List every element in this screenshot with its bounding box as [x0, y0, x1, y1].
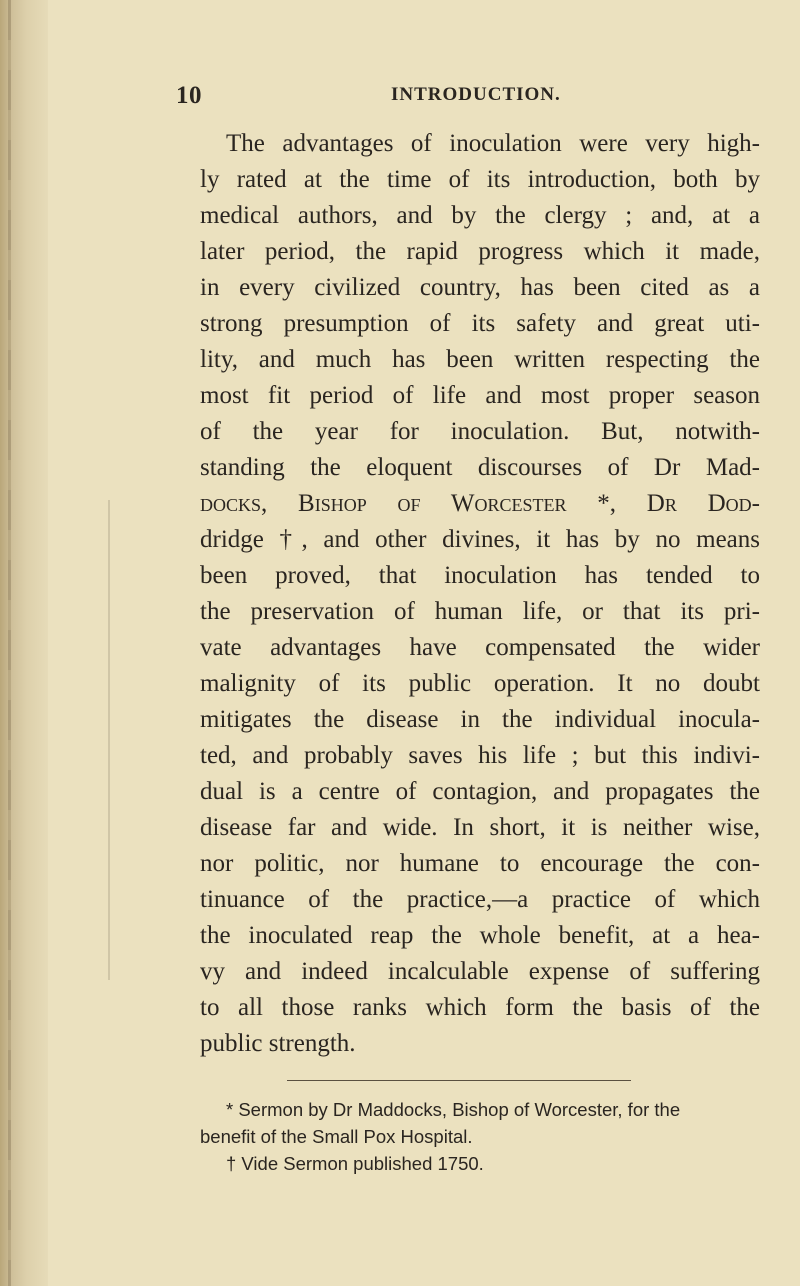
- text-line: dual is a centre of contagion, and propagates the: [200, 778, 760, 805]
- text-line: of the year for inoculation. But, notwith-: [200, 418, 760, 445]
- text-line: The advantages of inoculation were very high-: [226, 130, 760, 157]
- text-line: dridge †, and other divines, it has by no means: [200, 526, 760, 553]
- text-line: been proved, that inoculation has tended to: [200, 562, 760, 589]
- footnotes: [200, 1096, 760, 1177]
- text-line: docks, Bishop of Worcester *, Dr Dod-: [200, 490, 760, 517]
- text-line: later period, the rapid progress which it made,: [200, 238, 760, 265]
- text-line: disease far and wide. In short, it is neither wise,: [200, 814, 760, 841]
- footnote-line: benefit of the Small Pox Hospital.: [200, 1126, 473, 1147]
- text-line: lity, and much has been written respecting the: [200, 346, 760, 373]
- body-paragraph: [200, 126, 760, 1062]
- text-line: most fit period of life and most proper season: [200, 382, 760, 409]
- text-line: to all those ranks which form the basis of the: [200, 994, 760, 1021]
- text-line: tinuance of the practice,—a practice of which: [200, 886, 760, 913]
- text-line: malignity of its public operation. It no doubt: [200, 670, 760, 697]
- text-line: standing the eloquent discourses of Dr Mad-: [200, 454, 760, 481]
- text-line: public strength.: [200, 1030, 356, 1057]
- footnote-line: * Sermon by Dr Maddocks, Bishop of Worcester, for the: [226, 1099, 681, 1120]
- text-line: the preservation of human life, or that its pri-: [200, 598, 760, 625]
- text-line: vate advantages have compensated the wider: [200, 634, 760, 661]
- text-line: mitigates the disease in the individual inocula-: [200, 706, 760, 733]
- text-line: nor politic, nor humane to encourage the con-: [200, 850, 760, 877]
- text-line: medical authors, and by the clergy ; and, at a: [200, 202, 760, 229]
- footnote-divider: [287, 1080, 631, 1081]
- footnote-line: † Vide Sermon published 1750.: [226, 1153, 484, 1174]
- text-line: vy and indeed incalculable expense of suffering: [200, 958, 760, 985]
- page-number: 10: [176, 82, 202, 109]
- page-header: [0, 82, 800, 114]
- text-line: in every civilized country, has been cited as a: [200, 274, 760, 301]
- text-line: ted, and probably saves his life ; but this indivi-: [200, 742, 760, 769]
- running-title: INTRODUCTION.: [391, 84, 561, 105]
- text-line: strong presumption of its safety and great uti-: [200, 310, 760, 337]
- text-line: ly rated at the time of its introduction, both by: [200, 166, 760, 193]
- text-line: the inoculated reap the whole benefit, at a hea-: [200, 922, 760, 949]
